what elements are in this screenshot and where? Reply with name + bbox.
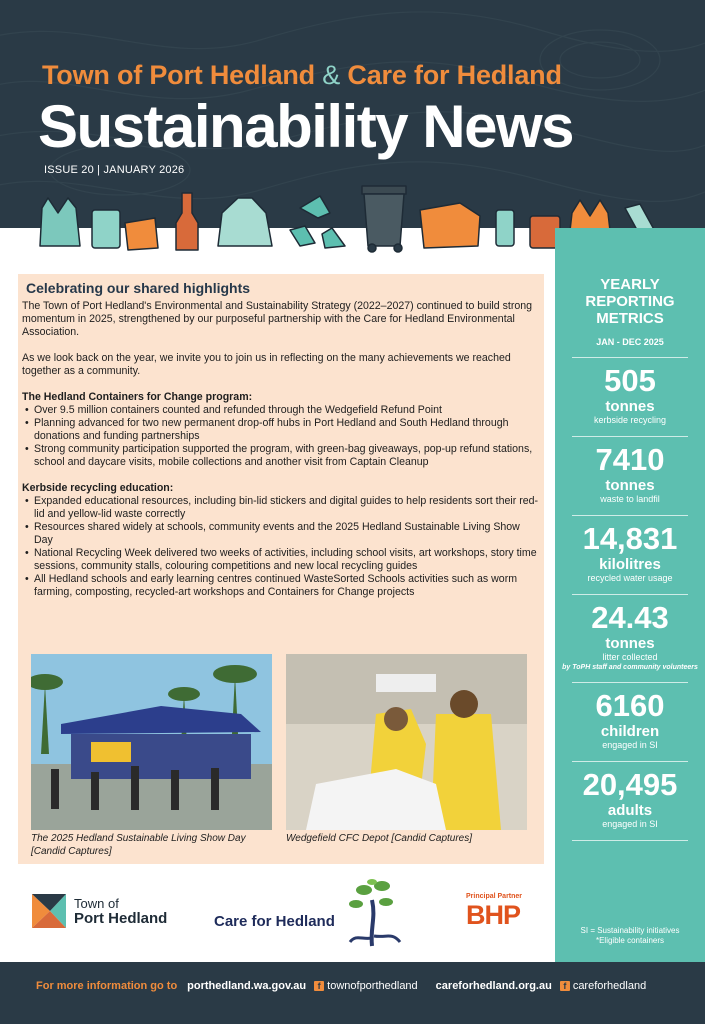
- metric-unit: kilolitres: [599, 556, 661, 573]
- footnote-eligible: *Eligible containers: [595, 936, 665, 945]
- list-item: • Resources shared widely at schools, community events and the 2025 Hedland Sustainable Living Show Day: [22, 521, 540, 547]
- list-item: • Over 9.5 million containers counted and refunded through the Wedgefield Refund Point: [22, 404, 540, 417]
- tree-icon: [342, 878, 406, 948]
- tin-can-icon: [92, 210, 120, 248]
- photo-caption-2: Wedgefield CFC Depot [Candid Captures]: [286, 833, 473, 844]
- metric-litter: [555, 595, 705, 672]
- metric-unit: children: [600, 723, 660, 740]
- header-subtitle: [42, 60, 562, 91]
- list-item: • Expanded educational resources, including bin-lid stickers and digital guides to help residents sort their red-lid and yellow-lid waste correctly: [22, 495, 540, 521]
- containers-list: [22, 404, 540, 469]
- bhp-logo: [466, 893, 546, 943]
- metric-value: 20,495: [582, 767, 678, 802]
- metric-value: 7410: [595, 442, 665, 477]
- bhp-wordmark: BHP: [466, 900, 521, 930]
- metrics-sidebar: [555, 228, 705, 962]
- metric-unit: adults: [607, 802, 653, 819]
- metric-value: 24.43: [591, 600, 669, 635]
- tph-wordmark: [74, 896, 167, 926]
- town-of-port-hedland-logo: [30, 892, 180, 936]
- drink-can-icon: [496, 210, 514, 246]
- containers-heading: The Hedland Containers for Change program:: [22, 391, 253, 403]
- list-item: • All Hedland schools and early learning centres continued WasteSorted Schools activities such as worm farming, composting, recycled-art workshops and Containers for Change projects: [22, 573, 540, 599]
- link-fb-careforhedland[interactable]: careforhedland: [572, 980, 647, 992]
- footer: [0, 962, 705, 1024]
- metric-recycled-water: [555, 516, 705, 584]
- wheelie-bin-icon: [362, 186, 406, 252]
- depot-photo: [286, 654, 527, 830]
- metric-unit: tonnes: [605, 398, 655, 415]
- tph-line-1: Town of: [74, 896, 119, 911]
- facebook-icon: f: [314, 981, 324, 991]
- glass-bottle-icon: [176, 193, 198, 250]
- highlights-panel: [18, 274, 544, 864]
- photo-caption-1: The 2025 Hedland Sustainable Living Show Day [Candid Captures]: [31, 833, 246, 857]
- metric-desc: waste to landfil: [600, 494, 660, 504]
- rubbish-sack-icon: [218, 198, 272, 246]
- metric-unit: tonnes: [605, 477, 655, 494]
- page-title: Sustainability News: [38, 93, 573, 160]
- metric-desc: engaged in SI: [602, 819, 658, 829]
- highlights-heading: Celebrating our shared highlights: [26, 280, 251, 296]
- open-can-icon: [125, 218, 158, 250]
- highlights-body: [22, 300, 540, 599]
- divider: [572, 840, 688, 841]
- metric-desc: litter collected: [602, 652, 658, 662]
- intro-paragraph-1: The Town of Port Hedland's Environmental and Sustainability Strategy (2022–2027) continued to build strong momentum in 2025, strengthened by our purposeful partnership with the Care for Hedland Environmental Association.: [22, 300, 533, 338]
- metric-value: 14,831: [582, 521, 678, 556]
- metric-desc: engaged in SI: [602, 740, 658, 750]
- footnote-si: SI = Sustainability initiatives: [580, 926, 680, 935]
- title-ampersand: &: [322, 60, 341, 90]
- footer-links: [36, 980, 664, 992]
- title-town: Town of Port Hedland: [42, 60, 315, 90]
- plastic-bag-icon: [40, 198, 80, 246]
- list-item: • Strong community participation supported the program, with green-bag giveaways, pop-up refund stations, school and daycare visits, mobile collections and another visit from Captain Cleanup: [22, 443, 540, 469]
- metric-unit: tonnes: [605, 635, 655, 652]
- title-care: Care for Hedland: [347, 60, 562, 90]
- metric-desc: recycled water usage: [587, 573, 673, 583]
- footer-lead: For more information go to: [36, 980, 178, 992]
- issue-label: ISSUE 20 | JANUARY 2026: [44, 164, 185, 176]
- show-day-photo: [31, 654, 272, 830]
- kerbside-list: [22, 495, 540, 599]
- link-fb-townofporthedland[interactable]: townofporthedland: [327, 980, 418, 992]
- cardboard-box-icon: [420, 203, 480, 248]
- metrics-footnote: [555, 926, 705, 946]
- link-porthedland[interactable]: porthedland.wa.gov.au: [187, 980, 307, 992]
- metric-note: by ToPH staff and community volunteers: [562, 664, 698, 671]
- metrics-period: JAN - DEC 2025: [596, 337, 664, 347]
- list-item: • Planning advanced for two new permanent drop-off hubs in Port Hedland and South Hedland through donations and funding partnerships: [22, 417, 540, 443]
- list-item: • National Recycling Week delivered two weeks of activities, including school visits, art workshops, story time sessions, community stalls, colouring competitions and new local recycling guides: [22, 547, 540, 573]
- metric-kerbside-recycling: [555, 358, 705, 426]
- metric-children: [555, 683, 705, 751]
- cfh-wordmark: Care for Hedland: [214, 913, 335, 930]
- link-careforhedland[interactable]: careforhedland.org.au: [435, 980, 552, 992]
- care-for-hedland-logo: [214, 878, 414, 948]
- facebook-icon: f: [560, 981, 570, 991]
- kerbside-heading: Kerbside recycling education:: [22, 482, 174, 494]
- metric-value: 6160: [595, 688, 665, 723]
- intro-paragraph-2: As we look back on the year, we invite you to join us in reflecting on the many achievements we reached together as a community.: [22, 352, 511, 377]
- metrics-title: YEARLY REPORTING METRICS: [585, 276, 675, 327]
- metric-adults: [555, 762, 705, 830]
- tph-mark-icon: [30, 892, 68, 930]
- metric-value: 505: [604, 363, 656, 398]
- metric-desc: kerbside recycling: [593, 415, 667, 425]
- principal-partner-label: Principal Partner: [466, 893, 523, 900]
- tph-line-2: Port Hedland: [74, 910, 168, 927]
- metric-landfill: [555, 437, 705, 505]
